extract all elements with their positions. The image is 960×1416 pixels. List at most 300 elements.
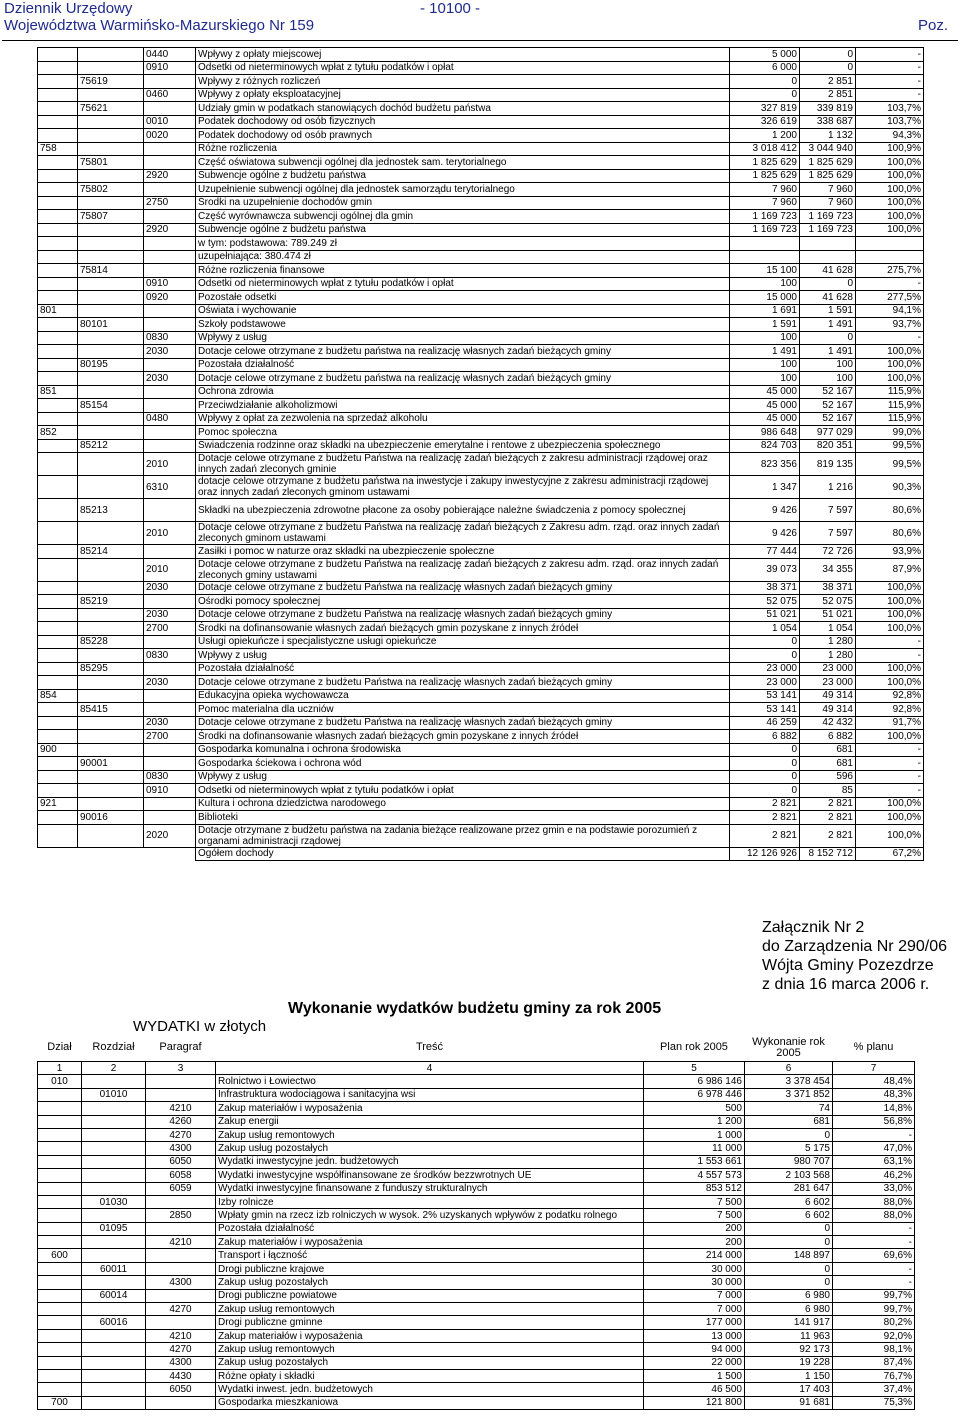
cell-rozdzial: [82, 1115, 146, 1128]
cell-paragraf: 0460: [144, 88, 196, 102]
cell-tresc: Zakup usług remontowych: [216, 1343, 644, 1356]
cell-rozdzial: [78, 331, 144, 345]
cell-dzial: 801: [38, 304, 78, 318]
cell-paragraf: 4210: [146, 1236, 216, 1249]
cell-paragraf: 6050: [146, 1383, 216, 1396]
cell-plan: 38 371: [730, 581, 800, 595]
cell-wykonanie: [800, 250, 856, 264]
cell-dzial: [38, 545, 78, 559]
table-row: [38, 1155, 915, 1168]
cell-wykonanie: 2 851: [800, 88, 856, 102]
cell-wykonanie: 74: [745, 1102, 833, 1115]
cell-rozdzial: 90001: [78, 757, 144, 771]
cell-rozdzial: [78, 608, 144, 622]
cell-rozdzial: [82, 1182, 146, 1195]
cell-plan: 0: [730, 649, 800, 663]
table-row: [38, 581, 924, 595]
cell-plan: 94 000: [644, 1343, 745, 1356]
cell-pct: 99,7%: [833, 1303, 915, 1316]
cell-pct: 100,0%: [856, 824, 924, 847]
cell-dzial: [38, 1329, 82, 1342]
cell-paragraf: [146, 1396, 216, 1409]
cell-plan: 46 259: [730, 716, 800, 730]
cell-paragraf: 2850: [146, 1209, 216, 1222]
cell-tresc: Dotacje celowe otrzymane z budżetu państwa na realizację własnych zadań bieżących gminy: [196, 372, 730, 386]
cell-plan: 7 000: [644, 1289, 745, 1302]
cell-rozdzial: [78, 196, 144, 210]
cell-plan: [730, 250, 800, 264]
cell-dzial: [38, 439, 78, 453]
cell-paragraf: [144, 426, 196, 440]
table-row: [38, 237, 924, 251]
cell-paragraf: 0480: [144, 412, 196, 426]
cell-dzial: [38, 595, 78, 609]
table-row: [38, 1195, 915, 1208]
table-row: [38, 499, 924, 522]
cell-plan: 1 347: [730, 476, 800, 499]
cell-tresc: Ośrodki pomocy społecznej: [196, 595, 730, 609]
cell-rozdzial: 85212: [78, 439, 144, 453]
cell-pct: -: [856, 649, 924, 663]
cell-wykonanie: 52 167: [800, 385, 856, 399]
cell-plan: 13 000: [644, 1329, 745, 1342]
table-row: [38, 1383, 915, 1396]
cell-pct: 69,6%: [833, 1249, 915, 1262]
cell-wykonanie: 91 681: [745, 1396, 833, 1409]
col-number: 1: [38, 1062, 82, 1075]
cell-pct: 93,7%: [856, 318, 924, 332]
cell-dzial: [38, 676, 78, 690]
cell-tresc: Dotacje celowe otrzymane z budżetu Państwa na realizację własnych zadań bieżących gminy: [196, 581, 730, 595]
cell-dzial: [38, 622, 78, 636]
cell-paragraf: 4300: [146, 1142, 216, 1155]
table-row: [38, 1088, 915, 1101]
table-row: [38, 412, 924, 426]
table-row: [38, 439, 924, 453]
cell-plan: 6 978 446: [644, 1088, 745, 1101]
cell-pct: 87,4%: [833, 1356, 915, 1369]
cell-rozdzial: 01095: [82, 1222, 146, 1235]
cell-dzial: [38, 499, 78, 522]
cell-plan: 0: [730, 743, 800, 757]
cell-pct: 33,0%: [833, 1182, 915, 1195]
cell-tresc: dotacje celowe otrzymane z budżetu państwa na inwestycje i zakupy inwestycyjne z zakresu administracji rządowej oraz innych zadań zleconych gminom ustawami: [196, 476, 730, 499]
cell-paragraf: [146, 1249, 216, 1262]
cell-paragraf: 2700: [144, 622, 196, 636]
cell-rozdzial: [78, 426, 144, 440]
cell-dzial: [38, 662, 78, 676]
cell-rozdzial: [82, 1209, 146, 1222]
cell-pct: -: [856, 331, 924, 345]
cell-plan: 11 000: [644, 1142, 745, 1155]
cell-plan: 1 500: [644, 1369, 745, 1382]
table-row: [38, 48, 924, 62]
table-row: [38, 1128, 915, 1141]
table-row: [38, 1343, 915, 1356]
cell-tresc: Wpływy z usług: [196, 331, 730, 345]
cell-pct: 91,7%: [856, 716, 924, 730]
cell-tresc: Odsetki od nieterminowych wpłat z tytułu podatków i opłat: [196, 277, 730, 291]
cell-paragraf: 0910: [144, 277, 196, 291]
cell-paragraf: [144, 635, 196, 649]
cell-dzial: [38, 476, 78, 499]
col-number: 7: [833, 1062, 915, 1075]
cell-wykonanie: 3 371 852: [745, 1088, 833, 1101]
cell-pct: 100,0%: [856, 608, 924, 622]
cell-paragraf: [144, 75, 196, 89]
cell-tresc: Dotacje celowe otrzymane z budżetu Państwa na realizację własnych zadań bieżących gminy: [196, 676, 730, 690]
table-row: [38, 757, 924, 771]
cell-rozdzial: 85213: [78, 499, 144, 522]
cell-pct: 75,3%: [833, 1396, 915, 1409]
table-row: [38, 358, 924, 372]
cell-plan: 100: [730, 331, 800, 345]
cell-tresc: Uzupełnienie subwencji ogólnej dla jednostek samorządu terytorialnego: [196, 183, 730, 197]
cell-paragraf: [144, 358, 196, 372]
cell-rozdzial: [82, 1369, 146, 1382]
cell-paragraf: 4270: [146, 1128, 216, 1141]
cell-plan: 7 960: [730, 196, 800, 210]
cell-wykonanie: 1 169 723: [800, 210, 856, 224]
cell-plan: 2 821: [730, 797, 800, 811]
cell-plan: 1 054: [730, 622, 800, 636]
table-row: [38, 264, 924, 278]
cell-dzial: [38, 1276, 82, 1289]
cell-paragraf: [144, 183, 196, 197]
cell-plan: 1 491: [730, 345, 800, 359]
cell-wykonanie: 52 075: [800, 595, 856, 609]
cell-pct: 100,0%: [856, 156, 924, 170]
cell-wykonanie: 0: [745, 1236, 833, 1249]
cell-tresc: Pomoc materialna dla uczniów: [196, 703, 730, 717]
cell-rozdzial: [82, 1276, 146, 1289]
cell-plan: 177 000: [644, 1316, 745, 1329]
cell-dzial: [38, 88, 78, 102]
cell-rozdzial: 60014: [82, 1289, 146, 1302]
table-row: [38, 304, 924, 318]
cell-rozdzial: [82, 1142, 146, 1155]
cell-wykonanie: 17 403: [745, 1383, 833, 1396]
cell-tresc: Biblioteki: [196, 811, 730, 825]
cell-dzial: [38, 1303, 82, 1316]
cell-rozdzial: [82, 1128, 146, 1141]
col-number: 3: [146, 1062, 216, 1075]
cell-pct: 37,4%: [833, 1383, 915, 1396]
cell-rozdzial: [78, 304, 144, 318]
cell-pct: 115,9%: [856, 385, 924, 399]
cell-wykonanie: 6 602: [745, 1195, 833, 1208]
cell-pct: 88,0%: [833, 1209, 915, 1222]
cell-dzial: [38, 824, 78, 847]
cell-plan: 824 703: [730, 439, 800, 453]
cell-pct: -: [856, 757, 924, 771]
cell-wykonanie: 281 647: [745, 1182, 833, 1195]
cell-pct: 93,9%: [856, 545, 924, 559]
cell-pct: 100,0%: [856, 622, 924, 636]
table-row: [38, 703, 924, 717]
total-label: Ogółem dochody: [196, 847, 730, 861]
cell-plan: 2 821: [730, 824, 800, 847]
cell-dzial: [38, 757, 78, 771]
cell-wykonanie: 49 314: [800, 689, 856, 703]
cell-tresc: Drogi publiczne krajowe: [216, 1262, 644, 1275]
cell-wykonanie: 6 602: [745, 1209, 833, 1222]
cell-paragraf: [144, 250, 196, 264]
cell-tresc: Oświata i wychowanie: [196, 304, 730, 318]
cell-rozdzial: [82, 1343, 146, 1356]
col-number: 6: [745, 1062, 833, 1075]
cell-tresc: Podatek dochodowy od osób prawnych: [196, 129, 730, 143]
cell-wykonanie: 72 726: [800, 545, 856, 559]
cell-dzial: [38, 1142, 82, 1155]
cell-pct: 100,9%: [856, 142, 924, 156]
cell-wykonanie: 681: [745, 1115, 833, 1128]
cell-pct: 100,0%: [856, 210, 924, 224]
cell-rozdzial: [78, 412, 144, 426]
cell-wykonanie: 1 280: [800, 649, 856, 663]
cell-wykonanie: 1 132: [800, 129, 856, 143]
annex-line: Wójta Gminy Pozezdrze: [762, 957, 934, 974]
cell-wykonanie: 6 980: [745, 1289, 833, 1302]
cell-pct: 47,0%: [833, 1142, 915, 1155]
cell-wykonanie: 7 597: [800, 499, 856, 522]
cell-plan: 326 619: [730, 115, 800, 129]
cell-pct: 48,3%: [833, 1088, 915, 1101]
cell-dzial: [38, 223, 78, 237]
cell-plan: 1 169 723: [730, 210, 800, 224]
cell-tresc: Wydatki inwestycyjne jedn. budżetowych: [216, 1155, 644, 1168]
cell-plan: 1 553 661: [644, 1155, 745, 1168]
cell-dzial: [38, 129, 78, 143]
table-row: [38, 716, 924, 730]
cell-paragraf: [144, 797, 196, 811]
table-row: [38, 426, 924, 440]
cell-rozdzial: 85295: [78, 662, 144, 676]
cell-dzial: [38, 635, 78, 649]
cell-rozdzial: [78, 730, 144, 744]
cell-wykonanie: 85: [800, 784, 856, 798]
header-pct: % planu: [853, 1041, 894, 1053]
cell-wykonanie: 2 821: [800, 797, 856, 811]
cell-rozdzial: [78, 784, 144, 798]
cell-tresc: Drogi publiczne powiatowe: [216, 1289, 644, 1302]
cell-wykonanie: 1 216: [800, 476, 856, 499]
cell-plan: 100: [730, 277, 800, 291]
cell-paragraf: [144, 304, 196, 318]
cell-plan: 200: [644, 1236, 745, 1249]
cell-plan: 6 986 146: [644, 1075, 745, 1088]
cell-plan: 9 426: [730, 522, 800, 545]
total-pct: 67,2%: [856, 847, 924, 861]
cell-paragraf: 2920: [144, 169, 196, 183]
cell-plan: 2 821: [730, 811, 800, 825]
cell-rozdzial: [78, 476, 144, 499]
cell-pct: 88,0%: [833, 1195, 915, 1208]
cell-paragraf: [146, 1289, 216, 1302]
cell-wykonanie: 2 851: [800, 75, 856, 89]
cell-plan: 0: [730, 75, 800, 89]
cell-wykonanie: 1 491: [800, 318, 856, 332]
table-row: [38, 1396, 915, 1409]
cell-tresc: Dotacje celowe otrzymane z budżetu Państwa na realizację własnych zadań bieżących gminy: [196, 716, 730, 730]
cell-dzial: [38, 522, 78, 545]
cell-pct: 100,0%: [856, 662, 924, 676]
position-label: Poz.: [918, 17, 949, 34]
cell-tresc: Transport i łączność: [216, 1249, 644, 1262]
cell-tresc: Ochrona zdrowia: [196, 385, 730, 399]
cell-pct: -: [856, 635, 924, 649]
table-row: [38, 1209, 915, 1222]
page-number: - 10100 -: [420, 0, 481, 17]
cell-dzial: [38, 331, 78, 345]
cell-rozdzial: [82, 1102, 146, 1115]
cell-plan: 1 000: [644, 1128, 745, 1141]
table-row: [38, 784, 924, 798]
cell-rozdzial: [78, 88, 144, 102]
cell-paragraf: [144, 811, 196, 825]
cell-pct: 115,9%: [856, 412, 924, 426]
table-row: [38, 1262, 915, 1275]
cell-pct: -: [856, 770, 924, 784]
cell-plan: 53 141: [730, 703, 800, 717]
cell-rozdzial: [78, 277, 144, 291]
cell-tresc: Zakup energii: [216, 1115, 644, 1128]
cell-dzial: [38, 1343, 82, 1356]
cell-paragraf: 4210: [146, 1102, 216, 1115]
cell-rozdzial: 60011: [82, 1262, 146, 1275]
cell-tresc: Wydatki inwestycyjne finansowane z funduszy strukturalnych: [216, 1182, 644, 1195]
cell-wykonanie: 1 825 629: [800, 156, 856, 170]
header-paragraf: Paragraf: [159, 1041, 202, 1053]
cell-pct: 14,8%: [833, 1102, 915, 1115]
cell-dzial: [38, 1356, 82, 1369]
table-row: [38, 1222, 915, 1235]
cell-dzial: [38, 1128, 82, 1141]
cell-pct: 103,7%: [856, 102, 924, 116]
cell-pct: 92,8%: [856, 689, 924, 703]
cell-tresc: Składki na ubezpieczenia zdrowotne płacone za osoby pobierające należne świadczenia z pomocy społecznej: [196, 499, 730, 522]
cell-rozdzial: 85219: [78, 595, 144, 609]
cell-rozdzial: [78, 797, 144, 811]
cell-rozdzial: [78, 824, 144, 847]
cell-paragraf: 2030: [144, 716, 196, 730]
income-table: [37, 47, 924, 861]
cell-rozdzial: 75802: [78, 183, 144, 197]
cell-paragraf: 2030: [144, 676, 196, 690]
cell-rozdzial: [82, 1383, 146, 1396]
table-row: [38, 797, 924, 811]
cell-dzial: 921: [38, 797, 78, 811]
cell-pct: 100,0%: [856, 730, 924, 744]
cell-dzial: [38, 102, 78, 116]
cell-pct: [856, 250, 924, 264]
table-row: [38, 1075, 915, 1088]
cell-rozdzial: [78, 237, 144, 251]
header-wykonanie: Wykonanie rok 2005: [752, 1035, 825, 1059]
cell-dzial: 758: [38, 142, 78, 156]
cell-wykonanie: 338 687: [800, 115, 856, 129]
cell-paragraf: [144, 703, 196, 717]
cell-plan: 22 000: [644, 1356, 745, 1369]
cell-paragraf: [144, 264, 196, 278]
cell-tresc: Usługi opiekuńcze i specjalistyczne usługi opiekuńcze: [196, 635, 730, 649]
cell-plan: 823 356: [730, 453, 800, 476]
cell-paragraf: 4270: [146, 1343, 216, 1356]
cell-plan: 23 000: [730, 662, 800, 676]
cell-tresc: Gospodarka komunalna i ochrona środowiska: [196, 743, 730, 757]
cell-tresc: Pozostałe odsetki: [196, 291, 730, 305]
cell-pct: 76,7%: [833, 1369, 915, 1382]
cell-plan: 7 500: [644, 1195, 745, 1208]
col-number: 2: [82, 1062, 146, 1075]
cell-pct: 100,0%: [856, 595, 924, 609]
cell-tresc: Dotacje celowe otrzymane z budżetu Państwa na realizację własnych zadań bieżących gminy: [196, 608, 730, 622]
table-row: [38, 649, 924, 663]
cell-pct: -: [833, 1128, 915, 1141]
cell-rozdzial: 80195: [78, 358, 144, 372]
cell-tresc: Rolnictwo i Łowiectwo: [216, 1075, 644, 1088]
cell-dzial: [38, 1155, 82, 1168]
cell-tresc: Podatek dochodowy od osób fizycznych: [196, 115, 730, 129]
cell-wykonanie: 0: [800, 61, 856, 75]
cell-tresc: Zakup usług remontowych: [216, 1128, 644, 1141]
cell-rozdzial: [78, 223, 144, 237]
cell-pct: 87,9%: [856, 558, 924, 581]
cell-dzial: [38, 558, 78, 581]
cell-rozdzial: 60016: [82, 1316, 146, 1329]
cell-wykonanie: 49 314: [800, 703, 856, 717]
cell-pct: 56,8%: [833, 1115, 915, 1128]
cell-wykonanie: 0: [745, 1222, 833, 1235]
cell-rozdzial: 75621: [78, 102, 144, 116]
cell-dzial: [38, 115, 78, 129]
cell-dzial: [38, 196, 78, 210]
table-row: [38, 88, 924, 102]
cell-tresc: Pozostała działalność: [196, 358, 730, 372]
cell-plan: 30 000: [644, 1276, 745, 1289]
cell-paragraf: [146, 1222, 216, 1235]
cell-rozdzial: [78, 676, 144, 690]
cell-dzial: 010: [38, 1075, 82, 1088]
cell-plan: 1 691: [730, 304, 800, 318]
cell-rozdzial: 01030: [82, 1195, 146, 1208]
cell-wykonanie: 7 597: [800, 522, 856, 545]
table-row: [38, 689, 924, 703]
table-row: [38, 1102, 915, 1115]
cell-tresc: Dotacje celowe otrzymane z budżetu Państwa na realizację zadań bieżących z zakresu administracji rządowej oraz innych zadań zleconych gminie: [196, 453, 730, 476]
cell-pct: 99,5%: [856, 439, 924, 453]
cell-dzial: [38, 61, 78, 75]
header-tresc: Treść: [415, 1041, 444, 1053]
cell-dzial: [38, 250, 78, 264]
cell-pct: -: [856, 277, 924, 291]
cell-wykonanie: 23 000: [800, 662, 856, 676]
cell-tresc: Różne rozliczenia: [196, 142, 730, 156]
cell-dzial: 851: [38, 385, 78, 399]
cell-pct: -: [833, 1262, 915, 1275]
cell-plan: 15 000: [730, 291, 800, 305]
cell-dzial: [38, 716, 78, 730]
cell-wykonanie: 2 821: [800, 824, 856, 847]
cell-plan: 1 200: [730, 129, 800, 143]
table-row: [38, 102, 924, 116]
cell-wykonanie: 1 591: [800, 304, 856, 318]
cell-plan: 0: [730, 770, 800, 784]
cell-wykonanie: 6 980: [745, 1303, 833, 1316]
total-plan: 12 126 926: [730, 847, 800, 861]
cell-tresc: Zakup materiałów i wyposażenia: [216, 1329, 644, 1342]
table-row: [38, 156, 924, 170]
